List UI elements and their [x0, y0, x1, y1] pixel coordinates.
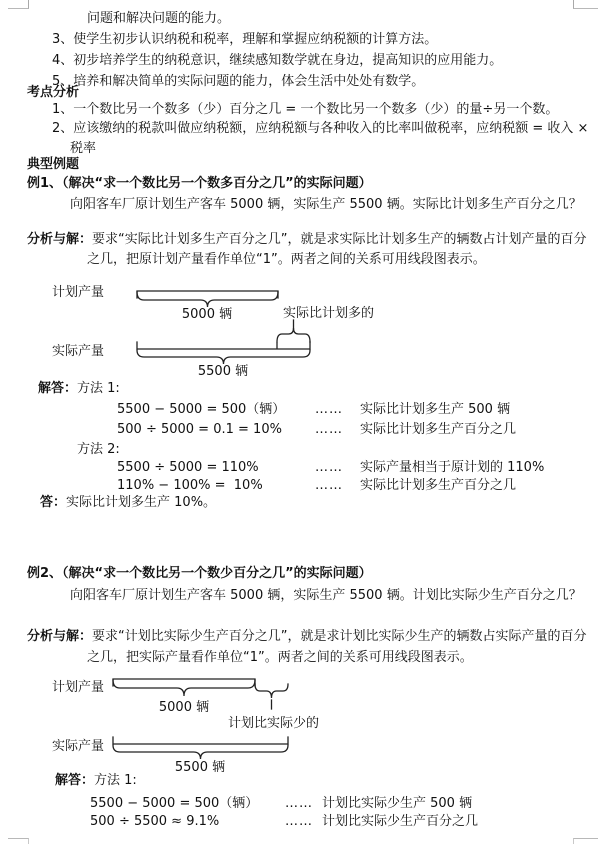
example1-m2-row2 [117, 479, 516, 493]
example1-title: 例1、（解决“求一个数比另一个数多百分之几”的实际问题） [27, 176, 372, 191]
example2-question: 向阳客车厂原计划生产客车 5000 辆，实际生产 5500 辆。计划比实际少生产百分之几？ [70, 588, 582, 603]
example2-analysis-line1: 分析与解：要求“计划比实际少生产百分之几”，就是求计划比实际少生产的辆数占实际产量的百分 [27, 629, 587, 644]
ellipsis: …… [285, 796, 313, 811]
example1-segment-diagram [0, 283, 604, 380]
example1-m1-row2 [117, 423, 516, 437]
ellipsis: …… [315, 460, 343, 475]
solution-label: 解答： [55, 773, 95, 788]
equation-note: 实际比计划多生产百分之几 [360, 478, 517, 493]
kaodian-item-1: 1、一个数比另一个数多（少）百分之几 = 一个数比另一个数多（少）的量÷另一个数。 [52, 102, 559, 117]
example2-analysis-line2: 之几，把实际产量看作单位“1”。两者之间的关系可用线段图表示。 [87, 650, 473, 665]
equation-note: 实际比计划多生产百分之几 [360, 422, 517, 437]
example1-m2-row1 [117, 461, 544, 475]
answer-label: 答： [40, 495, 67, 510]
example2-m1-row2 [90, 815, 478, 829]
diff-brace [255, 684, 288, 698]
method1-label: 方法 1: [77, 381, 120, 396]
plan-segment-line [113, 679, 255, 686]
equation-note: 计划比实际少生产百分之几 [322, 814, 479, 829]
example1-analysis-line2: 之几，把原计划产量看作单位“1”。两者之间的关系可用线段图表示。 [87, 252, 486, 267]
plan-row-label: 计划产量 [52, 680, 105, 695]
example1-answer: 答：实际比计划多生产 10%。 [40, 495, 217, 510]
ellipsis: …… [315, 422, 343, 437]
equation-note: 计划比实际少生产 500 辆 [322, 796, 473, 811]
diff-label: 计划比实际少的 [228, 716, 320, 731]
diff-label: 实际比计划多的 [283, 306, 375, 321]
intro-item-4: 4、初步培养学生的纳税意识，继续感知数学就在身边，提高知识的应用能力。 [52, 53, 503, 68]
ellipsis: …… [285, 814, 313, 829]
diff-brace [277, 328, 310, 342]
heading-dianxing: 典型例题 [27, 157, 80, 172]
equation: 5500 − 5000 = 500（辆） [117, 402, 286, 417]
example2-m1-row1 [90, 797, 472, 811]
example1-analysis-line1: 分析与解：要求“实际比计划多生产百分之几”，就是求实际比计划多生产的辆数占计划产量的百分 [27, 232, 587, 247]
plan-value-label: 5000 辆 [181, 307, 233, 322]
equation: 5500 ÷ 5000 = 110% [117, 460, 259, 475]
actual-brace [137, 350, 310, 364]
plan-value-label: 5000 辆 [158, 700, 210, 715]
plan-row-label: 计划产量 [52, 285, 105, 300]
actual-segment-line [137, 342, 310, 349]
crop-mark-top-left [8, 0, 29, 9]
kaodian-item-2-line2: 税率 [70, 141, 97, 156]
equation-note: 实际比计划多生产 500 辆 [360, 402, 511, 417]
intro-item-5: 5、培养和解决简单的实际问题的能力，体会生活中处处有数学。 [52, 74, 425, 89]
heading-kaodian: 考点分析 [27, 85, 80, 100]
solution-label: 解答： [38, 381, 78, 396]
method1-label: 方法 1: [94, 773, 137, 788]
actual-segment-line [113, 737, 288, 744]
intro-item-3: 3、使学生初步认识纳税和税率，理解和掌握应纳税额的计算方法。 [52, 32, 438, 47]
equation: 110% − 100% = 10% [117, 478, 263, 493]
example2-segment-diagram [0, 676, 604, 773]
crop-mark-bottom-right [573, 838, 598, 844]
crop-mark-bottom-left [8, 838, 29, 844]
example1-question: 向阳客车厂原计划生产客车 5000 辆，实际生产 5500 辆。实际比计划多生产百分之几？ [70, 197, 582, 212]
plan-segment-line [137, 291, 278, 298]
kaodian-item-2-line1: 2、应该缴纳的税款叫做应纳税额，应纳税额与各种收入的比率叫做税率，应纳税额 = 收入 × [52, 121, 589, 136]
actual-brace [113, 745, 288, 759]
ellipsis: …… [315, 402, 343, 417]
plan-brace [137, 292, 278, 307]
intro-overflow-line: 问题和解决问题的能力。 [87, 11, 231, 26]
analysis-label: 分析与解： [27, 629, 93, 644]
actual-row-label: 实际产量 [52, 344, 105, 359]
example1-m1-row1 [117, 403, 510, 417]
actual-row-label: 实际产量 [52, 739, 105, 754]
equation-note: 实际产量相当于原计划的 110% [360, 460, 545, 475]
example1-method2-label: 方法 2: [77, 442, 120, 457]
actual-value-label: 5500 辆 [174, 760, 226, 775]
example1-solution-header [38, 382, 120, 396]
plan-brace [113, 680, 255, 696]
crop-mark-top-right [573, 0, 598, 9]
ellipsis: …… [315, 478, 343, 493]
equation: 500 ÷ 5500 ≈ 9.1% [90, 814, 220, 829]
actual-value-label: 5500 辆 [197, 364, 249, 379]
equation: 500 ÷ 5000 = 0.1 = 10% [117, 422, 282, 437]
analysis-label: 分析与解： [27, 232, 93, 247]
example2-solution-header [55, 774, 137, 788]
example2-title: 例2、（解决“求一个数比另一个数少百分之几”的实际问题） [27, 566, 372, 581]
equation: 5500 − 5000 = 500（辆） [90, 796, 259, 811]
